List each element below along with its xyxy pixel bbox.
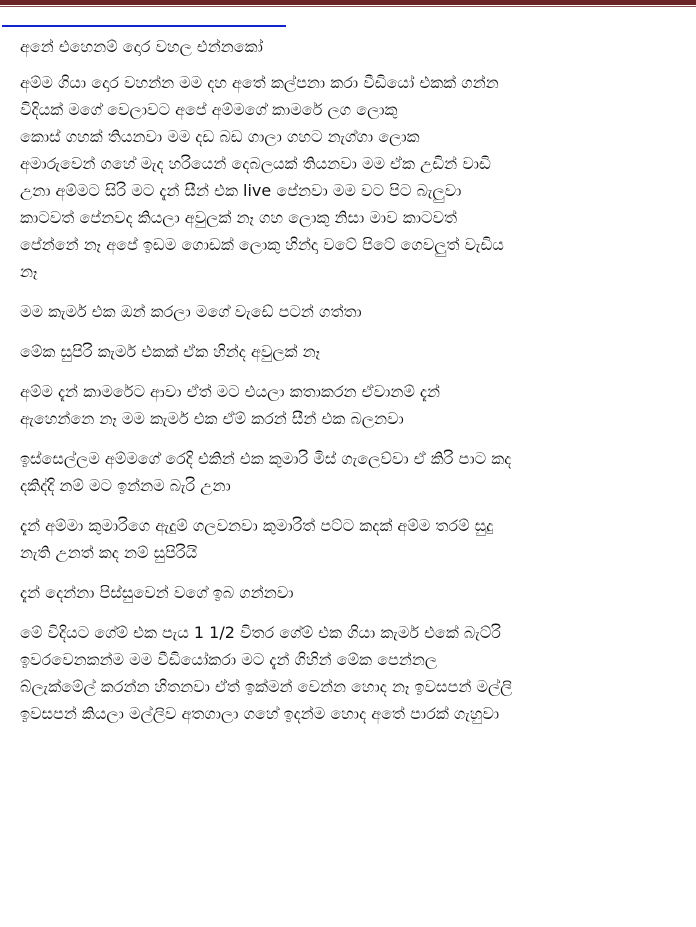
paragraph-line: මේක සුපිරි කැමර් එකක් ඒක හින්ද අවුලක් නෑ	[20, 342, 321, 361]
paragraph	[20, 378, 685, 432]
paragraph	[20, 512, 685, 566]
title-underline	[2, 25, 286, 27]
paragraph-line: උනා අම්මට සිරි මට දැන් සීන් එක live පේනවා මම වට පිට බැලුවා	[20, 181, 462, 200]
document-body	[20, 33, 685, 740]
title-text: අනේ එහෙනම් දොර වහල එන්නකෝ	[20, 37, 263, 56]
paragraph-line: කොස් ගහක් තියනවා මම දඩ බඩ ගාලා ගහට නැග්ගා ලොක	[20, 127, 420, 146]
paragraph-line: දැන් අම්මා කුමාරිගෙ ඇදුම් ගලවනවා කුමාරිත් පට්ට කදක් අම්ම තරම් සුදු	[20, 516, 494, 535]
paragraph	[20, 619, 685, 727]
paragraph-line: විදියක් මගේ වෙලාවට අපේ අම්මගේ කාමරේ ලග ලොකු	[20, 100, 398, 119]
paragraph-line: අමාරුවෙන් ගහේ මැද හරියෙන් දෙබලයක් තියනවා මම ඒක උඩින් වාඩි	[20, 154, 491, 173]
header-border	[0, 0, 696, 5]
header-border-thin	[0, 6, 696, 7]
paragraph-line: මේ විදියට ගේම් එක පැය 1 1/2 විතර ගේම් එක ගියා කැමර් එකේ බැට්රි	[20, 623, 501, 642]
paragraph-line: අම්ම ගියා දොර වහන්න මම දහ අතේ කල්පනා කරා වීඩියෝ එකක් ගන්න	[20, 73, 499, 92]
paragraph-line: පේන්නේ නෑ අපේ ඉඩම ගොඩක් ලොකු හින්දා වටේ පිටේ ගෙවලුත් වැඩිය	[20, 235, 504, 254]
paragraph-line: බ්ලැක්මේල් කරන්න හිතනවා ඒත් ඉක්මන් වෙන්න හොද නෑ ඉවසපන් මල්ලි	[20, 677, 513, 696]
paragraph-line: ඉවරවෙනකන්ම මම වීඩියෝකරා මට දැන් ගිහින් මේක පෙන්නල	[20, 650, 438, 669]
paragraph-line: ඉවසපන් කියලා මල්ලිව අතගාලා ගහේ ඉදන්ම හොද අතේ පාරක් ගැහුවා	[20, 704, 500, 723]
paragraph-line: නෑ	[20, 262, 38, 281]
paragraph	[20, 579, 685, 606]
paragraph-line: අම්ම දැන් කාමරේට ආවා ඒත් මට එයලා කතාකරන ඒවානම් දැන්	[20, 382, 441, 401]
paragraph-line: මම කැමර් එක ඔන් කරලා මගේ වැඩේ පටන් ගත්තා	[20, 302, 362, 321]
paragraph	[20, 445, 685, 499]
paragraph-line: ඇහෙන්නෙ නෑ මම කැමර් එක ඒම් කරන් සීන් එක බලනවා	[20, 409, 404, 428]
paragraph	[20, 338, 685, 365]
paragraph	[20, 69, 685, 285]
paragraph-line: නැති උනත් කද නම් සුපිරියි	[20, 543, 198, 562]
story-title	[20, 33, 685, 60]
paragraph	[20, 298, 685, 325]
paragraph-line: දකිද්දි නම් මට ඉන්නම බැරි උනා	[20, 476, 231, 495]
paragraph-line: කාටවත් පේනවද කියලා අවුලක් නෑ ගහ ලොකු නිසා මාව කාටවත්	[20, 208, 458, 227]
paragraph-line: ඉස්සෙල්ලම අම්මගේ රෙදි එකින් එක කුමාරි මිස් ගැලෙව්වා ඒ කිරි පාට කද	[20, 449, 512, 468]
paragraph-line: දැන් දෙන්නා පිස්සුවෙන් වගේ ඉබ ගන්නවා	[20, 583, 294, 602]
